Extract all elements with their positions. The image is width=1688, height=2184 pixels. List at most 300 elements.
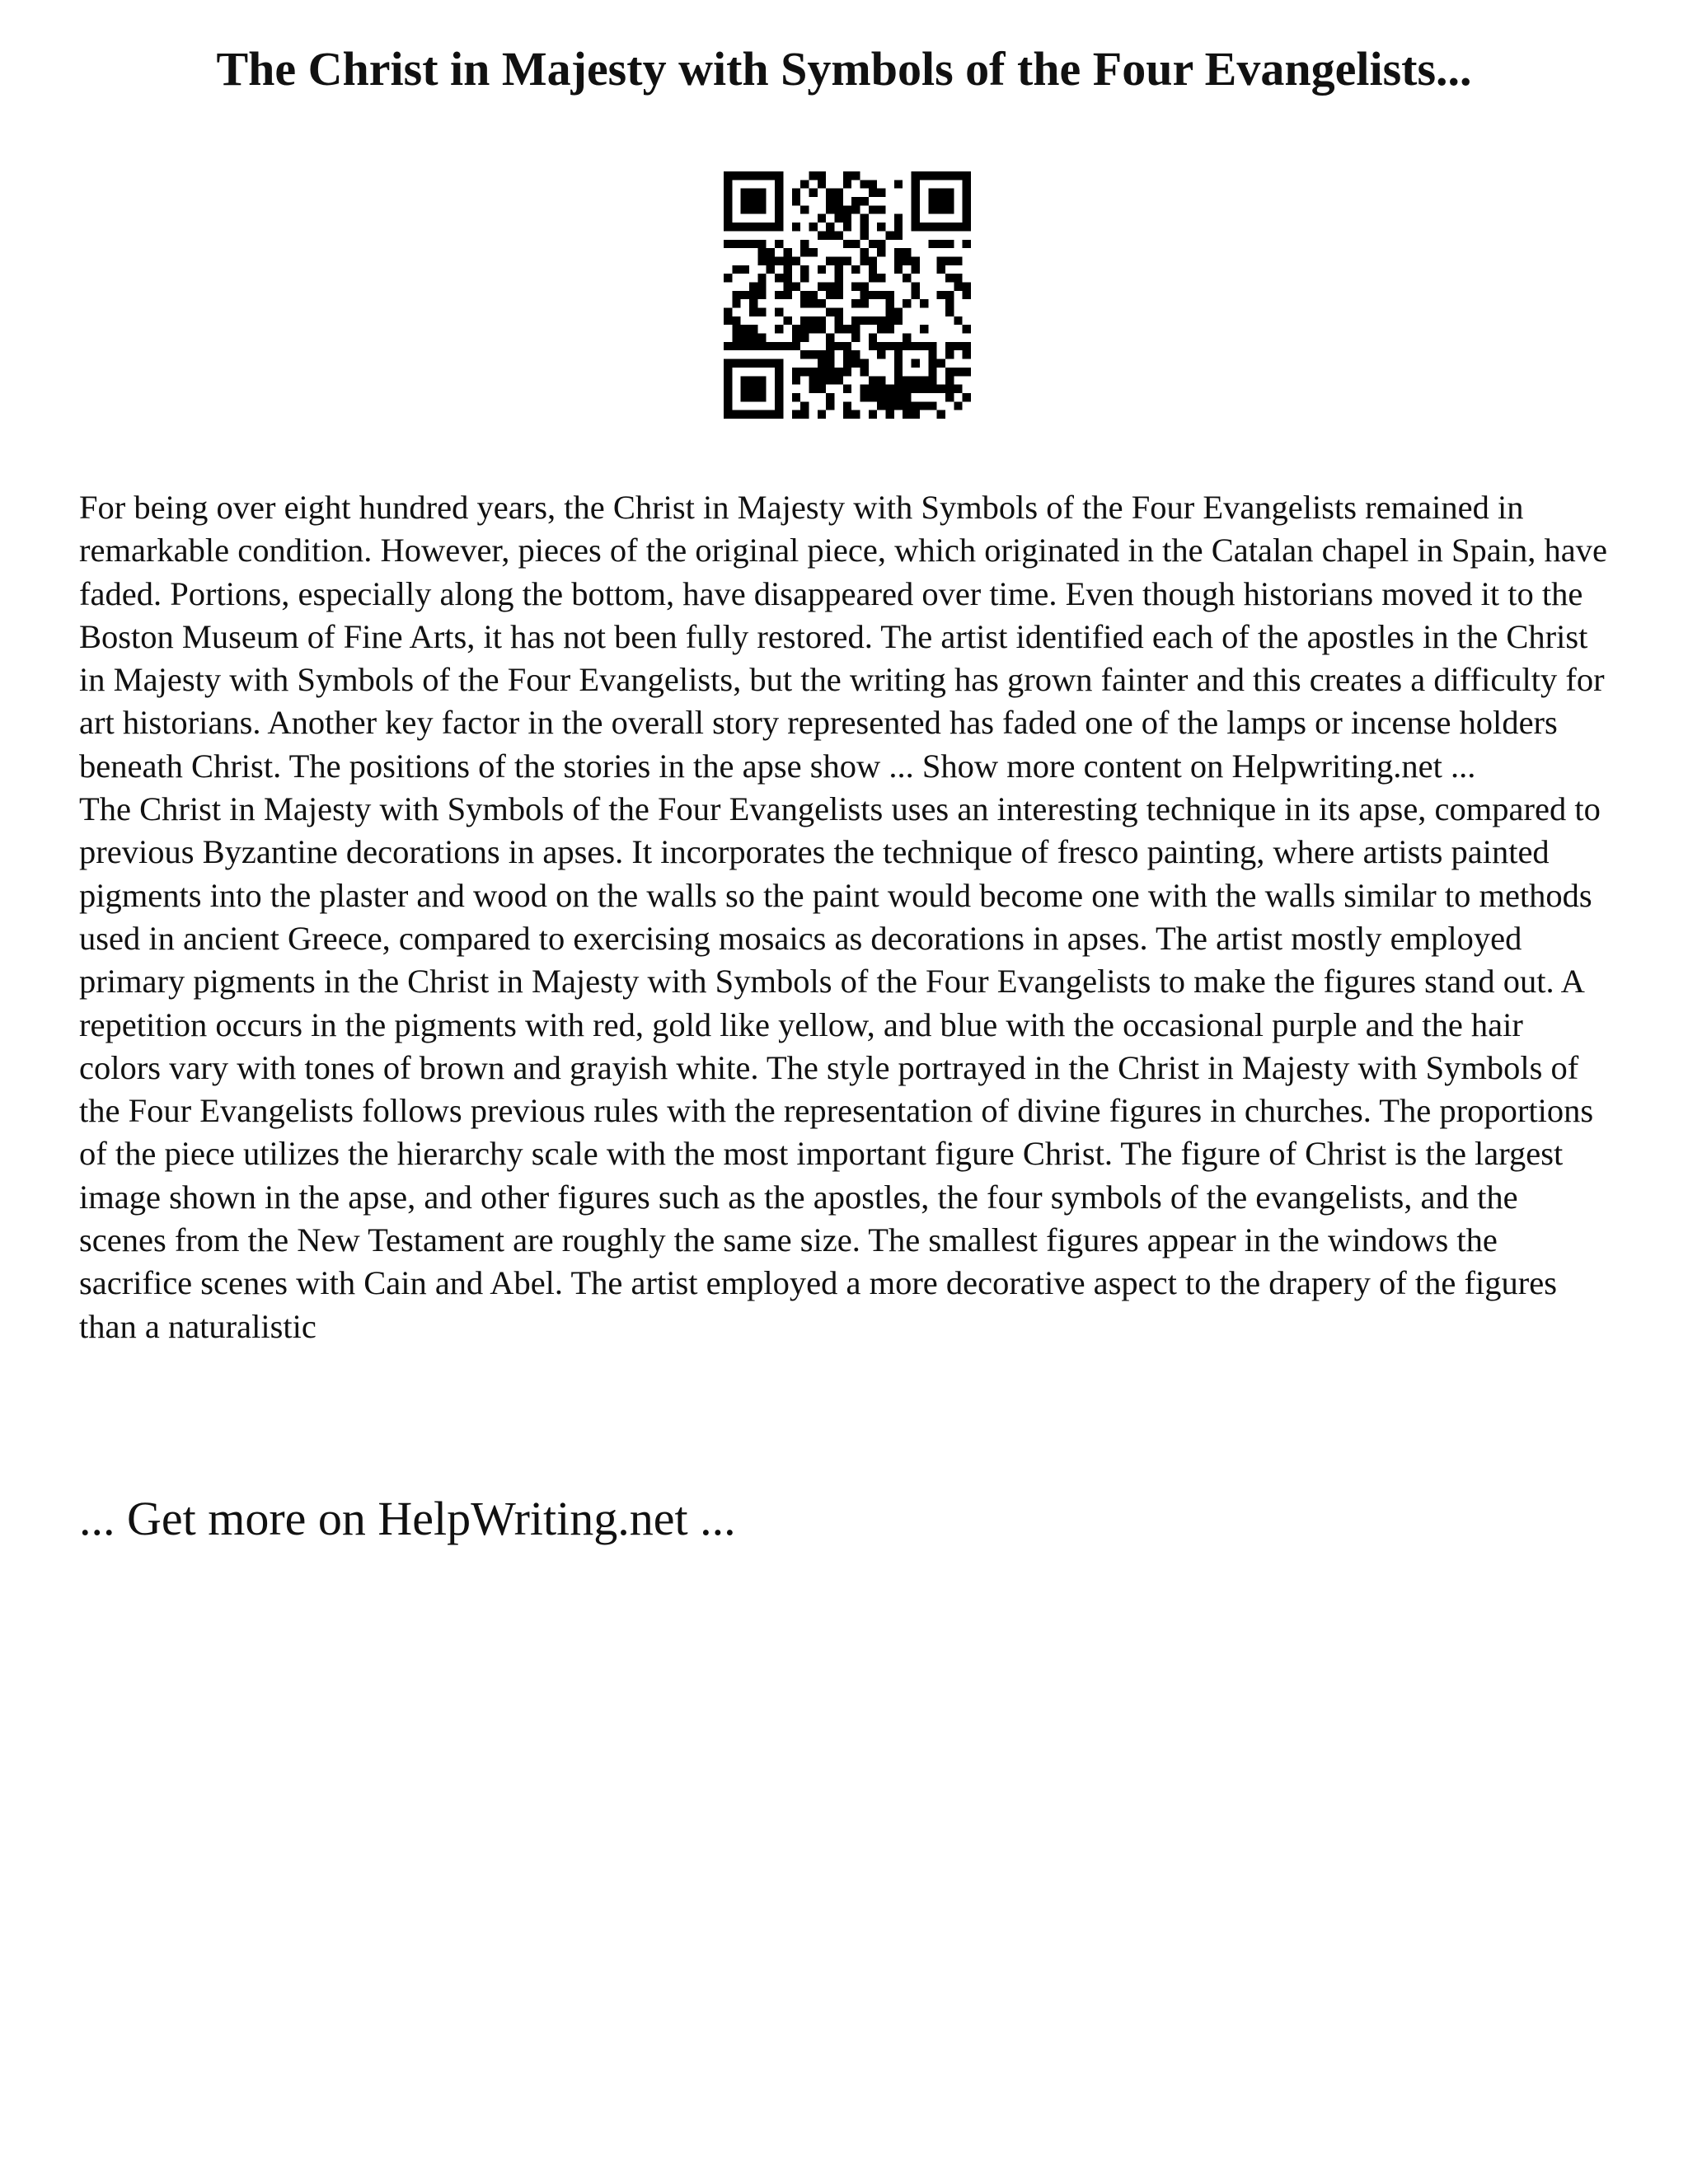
qr-module (877, 248, 885, 256)
qr-module (775, 376, 783, 384)
qr-module (826, 291, 834, 299)
qr-module (757, 342, 766, 350)
qr-module (800, 325, 809, 333)
qr-module (767, 256, 775, 265)
qr-module (945, 342, 954, 350)
qr-module (945, 376, 954, 384)
qr-module (834, 368, 842, 376)
qr-module (860, 282, 869, 290)
qr-module (809, 291, 817, 299)
qr-module (860, 248, 869, 256)
qr-module (775, 291, 783, 299)
qr-module (724, 171, 732, 180)
qr-module (860, 385, 869, 393)
qr-module (749, 171, 757, 180)
qr-module (860, 214, 869, 223)
qr-module (818, 350, 826, 359)
qr-module (843, 171, 851, 180)
qr-module (877, 342, 885, 350)
qr-module (920, 376, 928, 384)
qr-module (851, 316, 860, 325)
qr-module (800, 265, 809, 274)
qr-module (894, 368, 903, 376)
qr-module (851, 265, 860, 274)
qr-module (937, 240, 945, 248)
qr-module (800, 410, 809, 419)
qr-module (757, 189, 766, 197)
qr-module (954, 256, 962, 265)
qr-module (945, 308, 954, 316)
qr-module (757, 359, 766, 368)
qr-module (775, 393, 783, 401)
qr-module (869, 410, 877, 419)
qr-module (920, 401, 928, 410)
qr-module (869, 205, 877, 213)
qr-module (894, 401, 903, 410)
qr-module (724, 368, 732, 376)
qr-module (818, 265, 826, 274)
qr-module (783, 274, 791, 282)
qr-module (818, 376, 826, 384)
qr-module (869, 189, 877, 197)
qr-module (954, 274, 962, 282)
qr-module (809, 316, 817, 325)
qr-module (869, 274, 877, 282)
qr-module (775, 359, 783, 368)
qr-module (945, 291, 954, 299)
qr-module (834, 205, 842, 213)
qr-module (963, 342, 971, 350)
qr-module (894, 376, 903, 384)
qr-module (826, 231, 834, 239)
qr-module (809, 248, 817, 256)
qr-module (809, 171, 817, 180)
qr-module (775, 214, 783, 223)
qr-module (767, 359, 775, 368)
qr-module (851, 282, 860, 290)
qr-module (954, 282, 962, 290)
qr-module (724, 197, 732, 205)
qr-module (809, 350, 817, 359)
qr-module (945, 393, 954, 401)
qr-module (869, 334, 877, 342)
qr-module (886, 291, 894, 299)
qr-module (834, 316, 842, 325)
qr-module (724, 223, 732, 231)
qr-module (792, 256, 800, 265)
qr-module (903, 248, 911, 256)
qr-module (826, 308, 834, 316)
qr-module (757, 223, 766, 231)
qr-module (894, 265, 903, 274)
qr-module (724, 342, 732, 350)
qr-module (800, 401, 809, 410)
qr-module (741, 393, 749, 401)
qr-module (757, 274, 766, 282)
qr-module (903, 256, 911, 265)
qr-module (928, 189, 936, 197)
qr-module (749, 282, 757, 290)
qr-module (732, 325, 740, 333)
qr-module (869, 240, 877, 248)
qr-module (741, 291, 749, 299)
qr-module (732, 240, 740, 248)
qr-module (749, 308, 757, 316)
qr-module (912, 376, 920, 384)
qr-module (749, 325, 757, 333)
qr-module (843, 180, 851, 188)
qr-module (757, 171, 766, 180)
qr-module (757, 308, 766, 316)
qr-module (860, 180, 869, 188)
qr-module (860, 197, 869, 205)
qr-module (912, 385, 920, 393)
qr-module (775, 325, 783, 333)
qr-module (792, 189, 800, 197)
qr-module (937, 197, 945, 205)
qr-module (800, 299, 809, 307)
qr-module (792, 325, 800, 333)
qr-module (928, 342, 936, 350)
qr-module (818, 410, 826, 419)
qr-module (945, 189, 954, 197)
qr-module (809, 385, 817, 393)
qr-module (826, 205, 834, 213)
qr-module (749, 197, 757, 205)
qr-module (920, 299, 928, 307)
qr-module (894, 316, 903, 325)
qr-module (843, 223, 851, 231)
qr-module (877, 401, 885, 410)
qr-module (800, 316, 809, 325)
qr-module (809, 223, 817, 231)
qr-module (775, 274, 783, 282)
qr-module (928, 376, 936, 384)
qr-module (894, 248, 903, 256)
get-more-link[interactable]: ... Get more on HelpWriting.net ... (79, 1492, 736, 1545)
qr-module (757, 248, 766, 256)
qr-module (843, 350, 851, 359)
qr-module (954, 342, 962, 350)
qr-module (894, 231, 903, 239)
qr-module (877, 393, 885, 401)
qr-module (869, 376, 877, 384)
qr-module (767, 171, 775, 180)
qr-module (800, 248, 809, 256)
qr-module (757, 240, 766, 248)
qr-module (826, 376, 834, 384)
qr-module (826, 256, 834, 265)
qr-module (834, 214, 842, 223)
qr-module (732, 291, 740, 299)
qr-module (937, 291, 945, 299)
qr-module (945, 299, 954, 307)
qr-module (877, 385, 885, 393)
qr-module (818, 171, 826, 180)
qr-module (920, 342, 928, 350)
qr-module (834, 308, 842, 316)
qr-module (749, 410, 757, 419)
qr-module (903, 385, 911, 393)
qr-module (834, 265, 842, 274)
qr-module (877, 325, 885, 333)
qr-module (826, 197, 834, 205)
qr-module (851, 350, 860, 359)
qr-module (869, 385, 877, 393)
qr-module (963, 291, 971, 299)
qr-module (886, 401, 894, 410)
qr-module (894, 256, 903, 265)
qr-module (792, 282, 800, 290)
qr-module (826, 350, 834, 359)
qr-module (783, 291, 791, 299)
qr-module (834, 274, 842, 282)
qr-module (928, 205, 936, 213)
qr-module (792, 197, 800, 205)
qr-module (912, 214, 920, 223)
qr-module (886, 385, 894, 393)
qr-module (928, 350, 936, 359)
qr-module (826, 368, 834, 376)
qr-module (886, 308, 894, 316)
qr-module (749, 299, 757, 307)
qr-module (860, 393, 869, 401)
qr-module (886, 231, 894, 239)
qr-module (851, 359, 860, 368)
qr-module (869, 393, 877, 401)
article-paragraph-2: The Christ in Majesty with Symbols of the Four Evangelists uses an interesting technique in its apse, compared to previous Byzantine decorations in apses. It incorporates the technique of fresco painting, where artists painted pigments into the plaster and wood on the walls so the paint would become one with the walls similar to methods used in ancient Greece, compared to exercising mosaics as decorations in apses. The artist mostly employed primary pigments in the Christ in Majesty with Symbols of the Four Evangelists to make the figures stand out. A repetition occurs in the pigments with red, gold like yellow, and blue with the occasional purple and the hair colors vary with tones of brown and grayish white. The style portrayed in the Christ in Majesty with Symbols of the Four Evangelists follows previous rules with the representation of divine figures in churches. The proportions of the piece utilizes the hierarchy scale with the most important figure Christ. The figure of Christ is the largest image shown in the apse, and other figures such as the apostles, the four symbols of the evangelists, and the scenes from the New Testament are roughly the same size. The smallest figures appear in the windows the sacrifice scenes with Cain and Abel. The artist employed a more decorative aspect to the drapery of the figures than a naturalistic (79, 790, 1601, 1345)
qr-module (851, 240, 860, 248)
qr-module (792, 410, 800, 419)
qr-module (757, 205, 766, 213)
qr-module (800, 180, 809, 188)
qr-module (843, 342, 851, 350)
qr-module (724, 359, 732, 368)
qr-module (741, 325, 749, 333)
qr-module (818, 299, 826, 307)
qr-module (886, 299, 894, 307)
qr-module (783, 256, 791, 265)
qr-module (963, 214, 971, 223)
qr-module (809, 368, 817, 376)
qr-module (851, 334, 860, 342)
qr-module (775, 197, 783, 205)
document-title: The Christ in Majesty with Symbols of the Four Evangelists... (216, 42, 1472, 96)
qr-module (912, 180, 920, 188)
qr-module (937, 205, 945, 213)
qr-module (963, 180, 971, 188)
qr-module (920, 223, 928, 231)
qr-module (851, 197, 860, 205)
qr-module (757, 334, 766, 342)
qr-module (937, 359, 945, 368)
article-paragraph-1: For being over eight hundred years, the Christ in Majesty with Symbols of the Four Evangelists remained in remarkable condition. However, pieces of the original piece, which originated in the Catalan chapel in Spain, have faded. Portions, especially along the bottom, have disappeared over time. Even though historians moved it to the Boston Museum of Fine Arts, it has not been fully restored. The artist identified each of the apostles in the Christ in Majesty with Symbols of the Four Evangelists, but the writing has grown fainter and this creates a difficulty for art historians. Another key factor in the overall story represented has faded one of the lamps or incense holders beneath Christ. The positions of the stories in the apse show ... Show more content on Helpwriting.net ... (79, 489, 1607, 785)
qr-module (963, 393, 971, 401)
qr-module (869, 265, 877, 274)
qr-module (818, 385, 826, 393)
qr-module (894, 385, 903, 393)
qr-module (732, 342, 740, 350)
qr-module (749, 205, 757, 213)
qr-module (724, 214, 732, 223)
qr-module (928, 240, 936, 248)
qr-module (783, 316, 791, 325)
qr-module (783, 265, 791, 274)
qr-module (945, 223, 954, 231)
qr-module (945, 197, 954, 205)
qr-module (775, 342, 783, 350)
qr-module (963, 171, 971, 180)
qr-module (877, 350, 885, 359)
qr-module (937, 256, 945, 265)
qr-module (903, 410, 911, 419)
qr-module (724, 410, 732, 419)
qr-code-graphic (724, 171, 971, 419)
qr-module (920, 171, 928, 180)
qr-module (843, 368, 851, 376)
qr-module (903, 299, 911, 307)
qr-module (903, 393, 911, 401)
qr-module (954, 223, 962, 231)
qr-module (954, 401, 962, 410)
qr-module (860, 291, 869, 299)
qr-module (767, 410, 775, 419)
qr-module (818, 180, 826, 188)
qr-module (826, 401, 834, 410)
qr-module (757, 410, 766, 419)
qr-module (886, 316, 894, 325)
qr-module (749, 334, 757, 342)
qr-module (724, 180, 732, 188)
qr-module (826, 342, 834, 350)
qr-module (792, 368, 800, 376)
qr-module (834, 189, 842, 197)
qr-code-icon (724, 171, 971, 419)
qr-module (912, 223, 920, 231)
qr-module (945, 350, 954, 359)
qr-module (894, 342, 903, 350)
qr-module (963, 350, 971, 359)
qr-module (843, 256, 851, 265)
qr-module (757, 393, 766, 401)
qr-module (741, 240, 749, 248)
qr-module (800, 350, 809, 359)
qr-module (843, 214, 851, 223)
qr-module (903, 334, 911, 342)
qr-module (963, 205, 971, 213)
qr-module (912, 265, 920, 274)
qr-module (732, 171, 740, 180)
qr-module (834, 342, 842, 350)
qr-module (749, 376, 757, 384)
qr-module (724, 189, 732, 197)
qr-module (945, 274, 954, 282)
qr-module (877, 274, 885, 282)
qr-module (792, 223, 800, 231)
qr-module (767, 265, 775, 274)
qr-module (809, 376, 817, 384)
qr-module (912, 359, 920, 368)
qr-module (732, 265, 740, 274)
qr-module (928, 359, 936, 368)
qr-module (775, 223, 783, 231)
qr-module (783, 342, 791, 350)
qr-module (903, 342, 911, 350)
qr-module (741, 376, 749, 384)
qr-module (928, 223, 936, 231)
qr-module (937, 171, 945, 180)
qr-module (724, 274, 732, 282)
qr-module (843, 359, 851, 368)
qr-module (818, 368, 826, 376)
qr-module (749, 291, 757, 299)
qr-module (954, 171, 962, 180)
qr-module (724, 316, 732, 325)
qr-module (963, 189, 971, 197)
qr-module (843, 385, 851, 393)
qr-module (826, 282, 834, 290)
qr-module (741, 223, 749, 231)
qr-module (877, 291, 885, 299)
qr-module (869, 342, 877, 350)
qr-module (928, 368, 936, 376)
qr-module (937, 223, 945, 231)
qr-module (945, 205, 954, 213)
qr-module (818, 325, 826, 333)
qr-module (757, 282, 766, 290)
qr-module (834, 231, 842, 239)
qr-module (826, 189, 834, 197)
qr-module (963, 197, 971, 205)
qr-module (903, 274, 911, 282)
qr-module (886, 325, 894, 333)
qr-module (843, 325, 851, 333)
qr-module (767, 342, 775, 350)
qr-module (937, 265, 945, 274)
qr-module (775, 401, 783, 410)
qr-module (928, 385, 936, 393)
qr-module (818, 231, 826, 239)
qr-module (792, 342, 800, 350)
qr-module (818, 316, 826, 325)
qr-module (741, 334, 749, 342)
qr-module (886, 393, 894, 401)
qr-module (834, 256, 842, 265)
qr-module (757, 385, 766, 393)
qr-module (894, 214, 903, 223)
qr-module (749, 385, 757, 393)
qr-module (775, 256, 783, 265)
qr-module (775, 205, 783, 213)
qr-module (860, 231, 869, 239)
qr-module (818, 282, 826, 290)
article-body (79, 486, 1609, 1348)
qr-module (928, 401, 936, 410)
qr-module (937, 189, 945, 197)
qr-module (741, 205, 749, 213)
qr-module (732, 223, 740, 231)
qr-module (843, 401, 851, 410)
qr-module (792, 376, 800, 384)
qr-module (783, 282, 791, 290)
qr-module (783, 248, 791, 256)
qr-module (877, 376, 885, 384)
qr-module (741, 359, 749, 368)
qr-module (843, 240, 851, 248)
qr-module (937, 410, 945, 419)
qr-module (860, 359, 869, 368)
qr-module (800, 291, 809, 299)
